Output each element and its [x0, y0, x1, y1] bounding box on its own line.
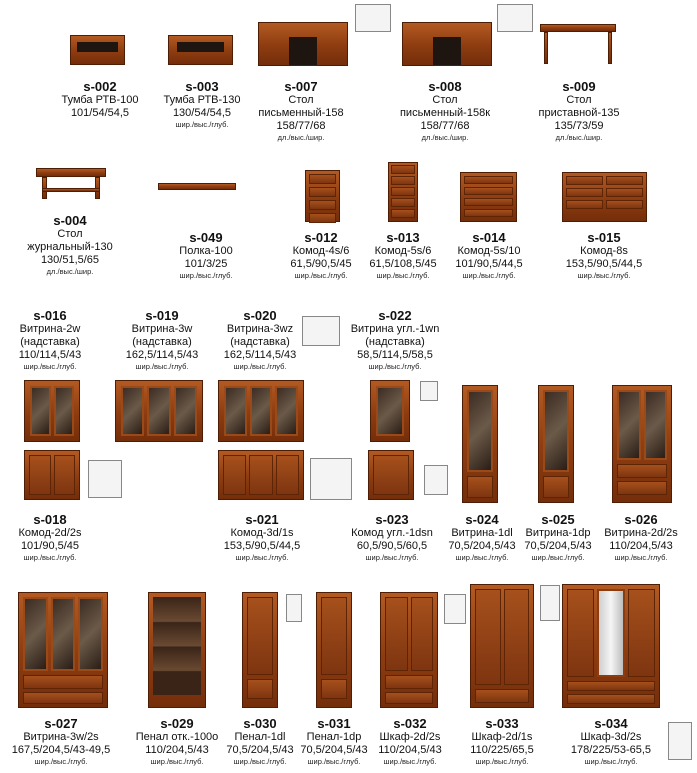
product-name-line2: приставной-135 [538, 107, 620, 119]
product-dimensions: 130/54/54,5 [172, 107, 232, 119]
dimension-units: шир./выс./глуб. [475, 757, 529, 766]
chest-image [24, 450, 80, 500]
cabinet-image [242, 592, 278, 708]
product-dimensions: 110/204,5/43 [378, 744, 442, 756]
product-dimensions: 162,5/114,5/43 [223, 349, 297, 361]
dimension-units: шир./выс./глуб. [23, 362, 77, 371]
product-name: Стол [432, 94, 458, 106]
tall-vitrine-image [18, 592, 108, 708]
product-name: Пенал-1dl [234, 731, 286, 743]
product-dimensions: 61,5/90,5/45 [290, 258, 352, 270]
product-code: s-032 [393, 716, 427, 731]
product-name: Комод-3d/1s [230, 527, 294, 539]
product-name: Витрина угл.-1wn [350, 323, 440, 335]
product-name: Комод угл.-1dsn [351, 527, 433, 539]
chest-image [368, 450, 414, 500]
dimension-units: шир./выс./глуб. [179, 271, 233, 280]
product-name: Комод-8s [580, 245, 628, 257]
dimension-units: шир./выс./глуб. [235, 553, 289, 562]
product-code: s-029 [160, 716, 194, 731]
desk-image [258, 22, 348, 66]
dimension-units: шир./выс./глуб. [383, 757, 437, 766]
product-code: s-002 [83, 79, 117, 94]
product-code: s-013 [386, 230, 420, 245]
product-dimensions: 60,5/90,5/60,5 [356, 540, 428, 552]
dimension-units: дл./выс./шир. [46, 267, 94, 276]
product-dimensions: 110/204,5/43 [609, 540, 673, 552]
product-code: s-004 [53, 213, 87, 228]
chest-image [218, 450, 304, 500]
product-name: Комод-5s/10 [457, 245, 521, 257]
dimension-units: дл./выс./шир. [277, 133, 325, 142]
product-name: Комод-2d/2s [18, 527, 82, 539]
product-name: Комод-4s/6 [292, 245, 350, 257]
product-name: Стол [566, 94, 592, 106]
corner-sketch-icon [420, 381, 438, 401]
dimension-units: дл./выс./шир. [421, 133, 469, 142]
product-code: s-026 [624, 512, 658, 527]
product-name: Тумба РТВ-100 [61, 94, 139, 106]
product-name: Полка-100 [179, 245, 233, 257]
product-code: s-007 [284, 79, 318, 94]
product-name: Стол [288, 94, 314, 106]
product-dimensions: 58,5/114,5/58,5 [357, 349, 433, 361]
product-code: s-012 [304, 230, 338, 245]
tall-vitrine-image [538, 385, 574, 503]
product-dimensions: 101/54/54,5 [70, 107, 130, 119]
dimension-units: шир./выс./глуб. [307, 757, 361, 766]
cabinet-sketch-icon [286, 594, 302, 622]
chest-sketch-icon [424, 465, 448, 495]
product-dimensions: 167,5/204,5/43-49,5 [11, 744, 111, 756]
product-code: s-024 [465, 512, 499, 527]
tv-stand-image [168, 35, 233, 65]
dimension-units: шир./выс./глуб. [614, 553, 668, 562]
wardrobe-image [470, 584, 534, 708]
dimension-units: шир./выс./глуб. [462, 271, 516, 280]
product-name: Пенал-1dp [306, 731, 362, 743]
product-name: Витрина-3wz [226, 323, 294, 335]
dimension-units: шир./выс./глуб. [135, 362, 189, 371]
product-name: Шкаф-2d/2s [379, 731, 441, 743]
tall-vitrine-image [612, 385, 672, 503]
chest-sketch-icon [310, 458, 352, 500]
product-dimensions: 61,5/108,5/45 [369, 258, 437, 270]
dimension-units: шир./выс./глуб. [455, 553, 509, 562]
vitrine-image [115, 380, 203, 442]
wardrobe-sketch-icon [444, 594, 466, 624]
vitrine-sketch-icon [302, 316, 340, 346]
product-dimensions: 158/77/68 [420, 120, 470, 132]
product-name: Стол [57, 228, 83, 240]
product-name: Шкаф-3d/2s [580, 731, 642, 743]
product-name: Витрина-3w [131, 323, 193, 335]
product-name: Тумба РТВ-130 [163, 94, 241, 106]
product-code: s-020 [243, 308, 277, 323]
product-code: s-014 [472, 230, 506, 245]
product-dimensions: 178/225/53-65,5 [570, 744, 652, 756]
product-dimensions: 135/73/59 [554, 120, 604, 132]
tall-vitrine-image [462, 385, 498, 503]
product-dimensions: 70,5/204,5/43 [448, 540, 516, 552]
wardrobe-image [380, 592, 438, 708]
vitrine-image [218, 380, 304, 442]
side-table-image [540, 24, 616, 64]
wardrobe-sketch-icon [668, 722, 692, 760]
product-name-line2: (надставка) [365, 336, 425, 348]
product-code: s-023 [375, 512, 409, 527]
product-code: s-049 [189, 230, 223, 245]
product-dimensions: 158/77/68 [276, 120, 326, 132]
product-name: Шкаф-2d/1s [471, 731, 533, 743]
shelf-image [158, 183, 236, 190]
product-code: s-003 [185, 79, 219, 94]
product-code: s-031 [317, 716, 351, 731]
product-dimensions: 101/90,5/45 [20, 540, 80, 552]
tv-stand-image [70, 35, 125, 65]
product-code: s-021 [245, 512, 279, 527]
product-dimensions: 70,5/204,5/43 [524, 540, 592, 552]
dimension-units: шир./выс./глуб. [577, 271, 631, 280]
product-dimensions: 110/225/65,5 [470, 744, 534, 756]
product-name: Витрина-1dl [451, 527, 513, 539]
dimension-units: шир./выс./глуб. [23, 553, 77, 562]
dimension-units: шир./выс./глуб. [175, 120, 229, 129]
product-code: s-009 [562, 79, 596, 94]
product-dimensions: 153,5/90,5/44,5 [223, 540, 301, 552]
product-dimensions: 70,5/204,5/43 [226, 744, 294, 756]
product-name-line2: (надставка) [132, 336, 192, 348]
coffee-table-image [36, 168, 106, 200]
product-name-line2: письменный-158 [258, 107, 344, 119]
dimension-units: шир./выс./глуб. [531, 553, 585, 562]
dimension-units: дл./выс./шир. [555, 133, 603, 142]
dimension-units: шир./выс./глуб. [233, 757, 287, 766]
chest-image [305, 170, 340, 222]
vitrine-image [24, 380, 80, 442]
product-code: s-015 [587, 230, 621, 245]
vitrine-image [370, 380, 410, 442]
product-name: Пенал отк.-100о [135, 731, 219, 743]
open-cabinet-image [148, 592, 206, 708]
product-name-line2: (надставка) [20, 336, 80, 348]
product-dimensions: 70,5/204,5/43 [300, 744, 368, 756]
product-name: Комод-5s/6 [374, 245, 432, 257]
product-code: s-025 [541, 512, 575, 527]
wardrobe-image [562, 584, 660, 708]
product-name-line2: письменный-158к [399, 107, 491, 119]
product-code: s-016 [33, 308, 67, 323]
product-code: s-033 [485, 716, 519, 731]
product-name-line2: журнальный-130 [27, 241, 113, 253]
dimension-units: шир./выс./глуб. [150, 757, 204, 766]
dimension-units: шир./выс./глуб. [376, 271, 430, 280]
product-dimensions: 153,5/90,5/44,5 [565, 258, 643, 270]
desk-sketch-icon [355, 4, 391, 32]
chest-image [460, 172, 517, 222]
desk-image [402, 22, 492, 66]
product-code: s-027 [44, 716, 78, 731]
dimension-units: шир./выс./глуб. [584, 757, 638, 766]
chest-image [388, 162, 418, 222]
cabinet-image [316, 592, 352, 708]
product-code: s-022 [378, 308, 412, 323]
product-name: Витрина-2w [19, 323, 81, 335]
product-code: s-030 [243, 716, 277, 731]
dimension-units: шир./выс./глуб. [34, 757, 88, 766]
dimension-units: шир./выс./глуб. [294, 271, 348, 280]
wardrobe-sketch-icon [540, 585, 560, 621]
product-dimensions: 101/90,5/44,5 [455, 258, 523, 270]
product-dimensions: 101/3/25 [184, 258, 228, 270]
dimension-units: шир./выс./глуб. [368, 362, 422, 371]
product-code: s-018 [33, 512, 67, 527]
chest-image [562, 172, 647, 222]
product-dimensions: 110/204,5/43 [145, 744, 209, 756]
product-name-line2: (надставка) [230, 336, 290, 348]
product-name: Витрина-3w/2s [23, 731, 99, 743]
product-name: Витрина-1dp [525, 527, 591, 539]
product-dimensions: 130/51,5/65 [40, 254, 100, 266]
dimension-units: шир./выс./глуб. [233, 362, 287, 371]
dimension-units: шир./выс./глуб. [365, 553, 419, 562]
product-code: s-034 [594, 716, 628, 731]
product-code: s-019 [145, 308, 179, 323]
product-code: s-008 [428, 79, 462, 94]
product-name: Витрина-2d/2s [604, 527, 678, 539]
chest-sketch-icon [88, 460, 122, 498]
product-dimensions: 110/114,5/43 [18, 349, 82, 361]
product-dimensions: 162,5/114,5/43 [125, 349, 199, 361]
desk-sketch-icon [497, 4, 533, 32]
